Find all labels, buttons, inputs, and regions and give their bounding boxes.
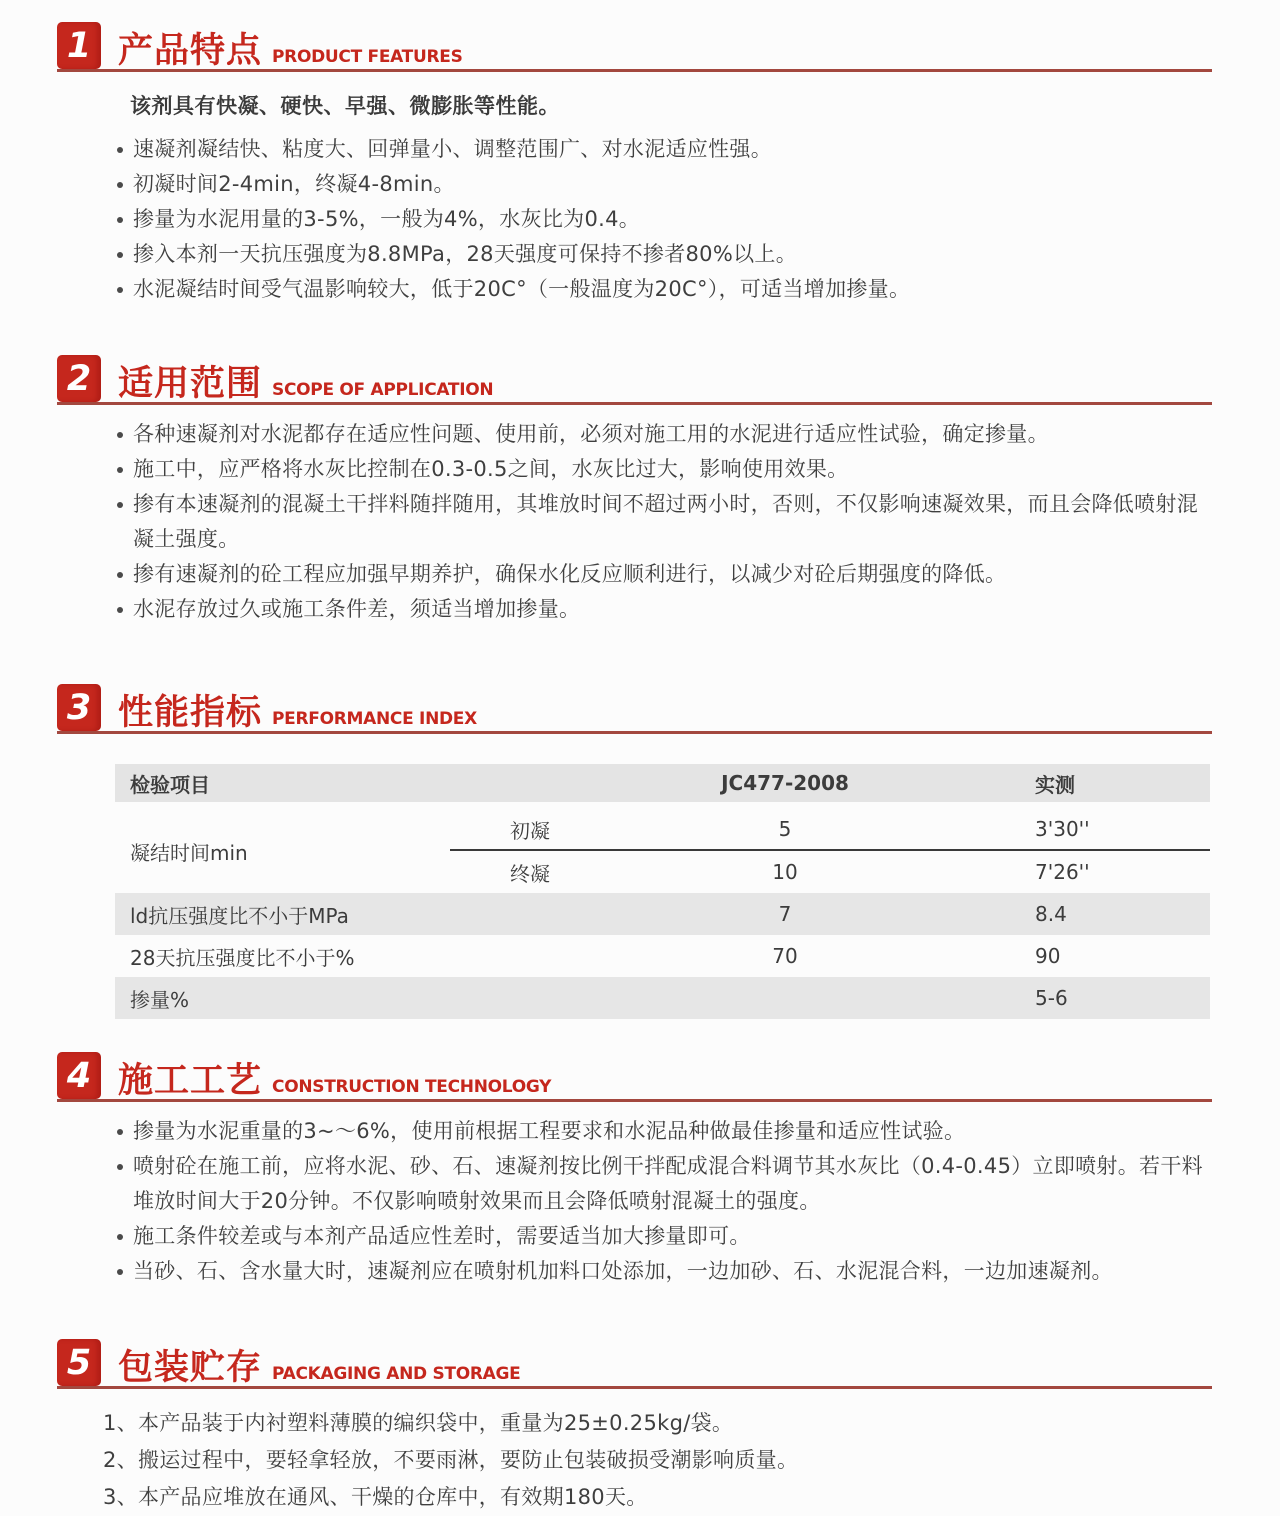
bullet-item: 掺量为水泥用量的3-5%，一般为4%，水灰比为0.4。 (115, 202, 1215, 237)
table-spacer-row (115, 802, 1210, 809)
section-2-title: 适用范围 (118, 364, 263, 404)
section-1-intro: 该剂具有快凝、硬快、早强、微膨胀等性能。 (130, 94, 560, 118)
header-cell-measured: 实测 (960, 764, 1210, 802)
bullet-item: 掺有速凝剂的砼工程应加强早期养护，确保水化反应顺利进行，以减少对砼后期强度的降低。 (115, 557, 1215, 592)
bullet-item: 当砂、石、含水量大时，速凝剂应在喷射机加料口处添加，一边加砂、石、水泥混合料，一边加速凝剂。 (115, 1254, 1215, 1289)
section-1-header (57, 22, 1212, 72)
bullet-item: 水泥存放过久或施工条件差，须适当增加掺量。 (115, 592, 1215, 627)
bullet-item: 掺有本速凝剂的混凝土干拌料随拌随用，其堆放时间不超过两小时，否则，不仅影响速凝效果，而且会降低喷射混凝土强度。 (115, 487, 1215, 557)
bullet-item: 各种速凝剂对水泥都存在适应性问题、使用前，必须对施工用的水泥进行适应性试验，确定掺量。 (115, 417, 1215, 452)
bullet-item: 掺量为水泥重量的3~～6%，使用前根据工程要求和水泥品种做最佳掺量和适应性试验。 (115, 1114, 1215, 1149)
cell-standard-value (610, 977, 960, 1019)
cell-standard-value: 5 (610, 809, 960, 851)
section-4-title: 施工工艺 (118, 1061, 263, 1101)
section-3-number-badge: 3 (57, 684, 101, 731)
section-2-number-badge: 2 (57, 355, 101, 402)
section-5-number-badge: 5 (57, 1339, 101, 1386)
bullet-item: 喷射砼在施工前，应将水泥、砂、石、速凝剂按比例干拌配成混合料调节其水灰比（0.4-0.45）立即喷射。若干料堆放时间大于20分钟。不仅影响喷射效果而且会降低喷射混凝土的强度。 (115, 1149, 1215, 1219)
cell-standard-value: 70 (772, 944, 798, 968)
section-5-title: 包装贮存 (118, 1348, 263, 1388)
cell-measured-value: 7'26'' (1035, 860, 1090, 884)
table-row (115, 893, 1210, 935)
table-row (115, 935, 1210, 977)
cell-28d-strength: 28天抗压强度比不小于% (130, 945, 355, 970)
bullet-item: 施工条件较差或与本剂产品适应性差时，需要适当加大掺量即可。 (115, 1219, 1215, 1254)
section-1-number-badge: 1 (57, 22, 101, 69)
cell-empty (450, 977, 610, 1019)
section-4-number-badge: 4 (57, 1052, 101, 1099)
table-row (115, 809, 1210, 851)
section-2-subtitle: SCOPE OF APPLICATION (272, 380, 494, 400)
bullet-item: 初凝时间2-4min，终凝4-8min。 (115, 167, 1215, 202)
cell-final-set: 终凝 (510, 861, 550, 886)
section-5-header (57, 1339, 1212, 1389)
section-gap (0, 1289, 1280, 1339)
bullet-item: 水泥凝结时间受气温影响较大，低于20C°（一般温度为20C°），可适当增加掺量。 (115, 272, 1215, 307)
table-row (115, 977, 1210, 1019)
section-3-subtitle: PERFORMANCE INDEX (272, 709, 477, 729)
section-2-header (57, 355, 1212, 405)
header-cell-item: 检验项目 (115, 764, 450, 802)
section-4-subtitle: CONSTRUCTION TECHNOLOGY (272, 1077, 552, 1097)
numbered-item: 3、本产品应堆放在通风、干燥的仓库中，有效期180天。 (103, 1485, 648, 1509)
table-header-row (115, 764, 1210, 802)
header-cell-sub (450, 764, 610, 802)
cell-empty (450, 935, 610, 977)
cell-dosage: 掺量% (115, 977, 450, 1019)
section-1-content (115, 90, 1215, 307)
bullet-item: 掺入本剂一天抗压强度为8.8MPa，28天强度可保持不掺者80%以上。 (115, 237, 1215, 272)
section-3-header (57, 684, 1212, 734)
cell-measured-value: 8.4 (960, 893, 1210, 935)
section-1-bullet-list (115, 132, 1215, 307)
section-1-subtitle: PRODUCT FEATURES (272, 47, 463, 67)
section-gap (0, 1019, 1280, 1052)
cell-initial-set: 初凝 (450, 809, 610, 851)
section-2-bullet-list (115, 417, 1215, 627)
section-1-title: 产品特点 (118, 31, 263, 71)
numbered-item: 2、搬运过程中，要轻拿轻放，不要雨淋，要防止包装破损受潮影响质量。 (103, 1448, 799, 1472)
cell-measured-value: 90 (1035, 944, 1061, 968)
section-4-bullet-list (115, 1114, 1215, 1289)
bullet-item: 施工中，应严格将水灰比控制在0.3-0.5之间，水灰比过大，影响使用效果。 (115, 452, 1215, 487)
section-gap (0, 307, 1280, 355)
cell-measured-value: 3'30'' (960, 809, 1210, 851)
section-5-content (103, 1405, 1280, 1516)
header-cell-standard: JC477-2008 (610, 764, 960, 802)
performance-index-table (115, 764, 1210, 1019)
cell-measured-value: 5-6 (960, 977, 1210, 1019)
section-gap (0, 627, 1280, 684)
cell-1d-strength: ld抗压强度比不小于MPa (115, 893, 450, 935)
section-2-content (115, 417, 1215, 627)
cell-empty (450, 893, 610, 935)
section-4-content (115, 1114, 1215, 1289)
section-4-header (57, 1052, 1212, 1102)
numbered-item: 1、本产品装于内衬塑料薄膜的编织袋中，重量为25±0.25kg/袋。 (103, 1411, 734, 1435)
cell-standard-value: 7 (610, 893, 960, 935)
section-5-subtitle: PACKAGING AND STORAGE (272, 1364, 521, 1384)
section-3-title: 性能指标 (118, 693, 263, 733)
cell-standard-value: 10 (772, 860, 798, 884)
cell-setting-time: 凝结时间min (130, 840, 248, 865)
bullet-item: 速凝剂凝结快、粘度大、回弹量小、调整范围广、对水泥适应性强。 (115, 132, 1215, 167)
